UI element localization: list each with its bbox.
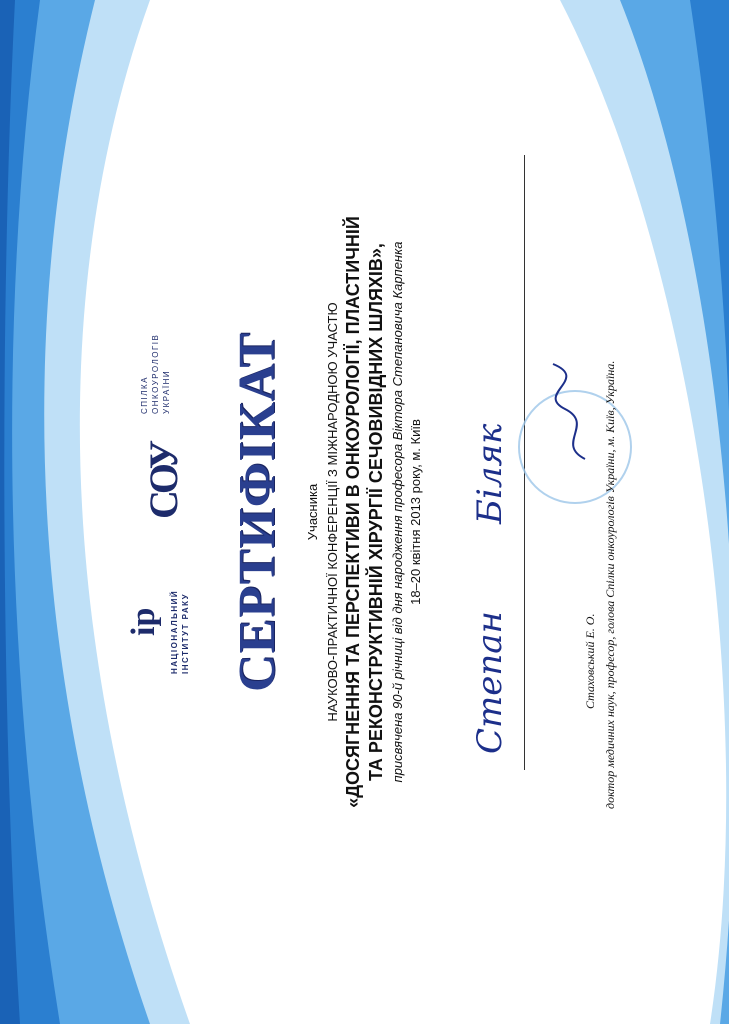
nir-name-line1: НАЦІОНАЛЬНИЙ bbox=[170, 589, 179, 674]
certificate-title: СЕРТИФІКАТ bbox=[229, 331, 286, 693]
sou-logo-icon: СОУ bbox=[141, 443, 186, 519]
participant-first-name-signature: Степан bbox=[470, 611, 510, 754]
conference-intro: НАУКОВО-ПРАКТИЧНОЇ КОНФЕРЕНЦІЇ З МІЖНАРОДНОЮ УЧАСТЮ bbox=[325, 302, 340, 722]
conference-name-line1: «ДОСЯГНЕННЯ ТА ПЕРСПЕКТИВИ В ОНКОУРОЛОГІЇ, ПЛАСТИЧНІЙ bbox=[343, 216, 363, 808]
conference-name-line2: ТА РЕКОНСТРУКТИВНІЙ ХІРУРГІЇ СЕЧОВИВІДНИХ ШЛЯХІВ», bbox=[366, 243, 386, 781]
participant-last-name-signature: Біляк bbox=[470, 423, 510, 524]
national-cancer-institute-logo bbox=[125, 534, 195, 684]
signatory-signature bbox=[545, 354, 605, 464]
sou-name-line2: ОНКОУРОЛОГІВ bbox=[151, 333, 160, 414]
sou-name-line1: СПІЛКА bbox=[140, 376, 149, 414]
oncourologists-union-logo bbox=[130, 319, 190, 519]
nir-name-line2: ІНСТИТУТ РАКУ bbox=[181, 592, 190, 674]
conference-dedication: присвячена 90-й річниці від дня народження професора Віктора Степановича Карпенка bbox=[390, 241, 405, 783]
participant-label: Учасника bbox=[305, 483, 320, 541]
nir-logo-icon: ір bbox=[125, 607, 162, 636]
signatory-name: Стаховський Е. О. bbox=[583, 613, 597, 709]
sou-name-line3: УКРАЇНИ bbox=[162, 369, 171, 414]
signatory-title: доктор медичних наук, професор, голова Спілки онкоурологів України, м. Київ, Україна. bbox=[603, 360, 617, 809]
conference-date-place: 18–20 квітня 2013 року, м. Київ bbox=[408, 419, 423, 605]
